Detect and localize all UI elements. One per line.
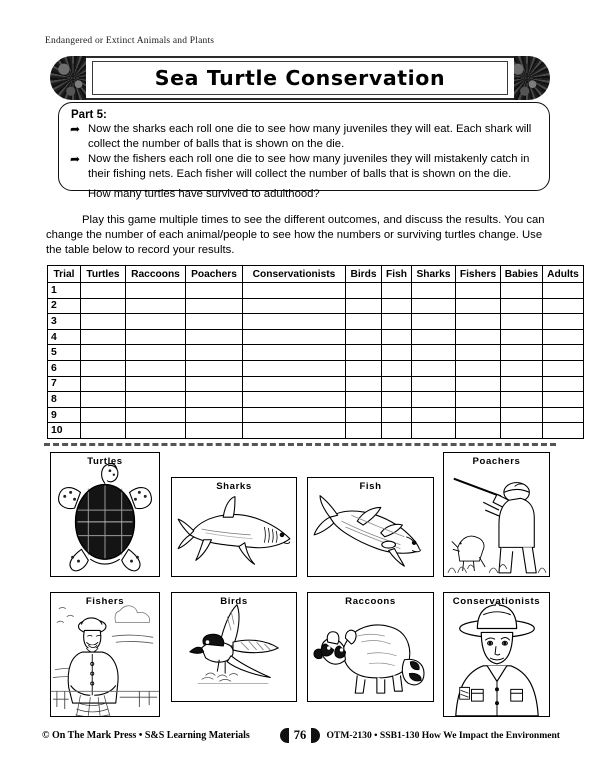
cell[interactable] xyxy=(412,314,456,330)
column-header-turtles: Turtles xyxy=(81,266,126,283)
cell[interactable] xyxy=(543,298,584,314)
table-row xyxy=(48,314,584,330)
cell[interactable] xyxy=(501,407,543,423)
cell[interactable] xyxy=(382,345,412,361)
cell[interactable] xyxy=(456,407,501,423)
cell[interactable] xyxy=(81,360,126,376)
table-row xyxy=(48,283,584,299)
cell[interactable] xyxy=(126,298,186,314)
cell[interactable] xyxy=(186,345,243,361)
cell[interactable] xyxy=(346,345,382,361)
panel-label-fishers: Fishers xyxy=(85,596,125,607)
section-divider xyxy=(44,443,556,446)
cell[interactable] xyxy=(186,298,243,314)
cell[interactable] xyxy=(81,423,126,439)
cell[interactable] xyxy=(382,314,412,330)
panel-fish xyxy=(307,477,434,577)
panel-poachers xyxy=(443,452,550,577)
column-header-trial: Trial xyxy=(48,266,81,283)
cell[interactable] xyxy=(501,360,543,376)
panel-sharks xyxy=(171,477,297,577)
cell[interactable] xyxy=(186,329,243,345)
cell[interactable] xyxy=(243,392,346,408)
panel-conservationists xyxy=(443,592,550,717)
cell[interactable] xyxy=(126,283,186,299)
cell[interactable] xyxy=(412,345,456,361)
cell[interactable] xyxy=(186,376,243,392)
cell[interactable] xyxy=(243,314,346,330)
banner-inner-frame xyxy=(92,61,508,95)
cell[interactable] xyxy=(412,423,456,439)
column-header-adults: Adults xyxy=(543,266,584,283)
cell[interactable] xyxy=(382,423,412,439)
cell[interactable] xyxy=(81,283,126,299)
table-row xyxy=(48,360,584,376)
table-body xyxy=(48,283,584,439)
cell[interactable] xyxy=(501,283,543,299)
cell[interactable] xyxy=(126,376,186,392)
panel-label-poachers: Poachers xyxy=(472,456,521,467)
cell[interactable] xyxy=(81,314,126,330)
cell[interactable] xyxy=(456,283,501,299)
table-row xyxy=(48,345,584,361)
cell[interactable] xyxy=(81,392,126,408)
column-header-babies: Babies xyxy=(501,266,543,283)
trial-number: 3 xyxy=(48,314,81,330)
cell[interactable] xyxy=(501,314,543,330)
panel-label-fish: Fish xyxy=(359,481,382,492)
shark-illustration-icon xyxy=(172,478,296,576)
cell[interactable] xyxy=(346,314,382,330)
circular-arrow-bullet-icon: ➦ xyxy=(69,152,81,166)
cell[interactable] xyxy=(126,314,186,330)
cell[interactable] xyxy=(346,423,382,439)
trial-number: 7 xyxy=(48,376,81,392)
cell[interactable] xyxy=(456,360,501,376)
cell[interactable] xyxy=(501,376,543,392)
table-row xyxy=(48,407,584,423)
cell[interactable] xyxy=(382,392,412,408)
part-bullet-list xyxy=(69,122,539,181)
page-number: 76 xyxy=(293,728,307,742)
cell[interactable] xyxy=(501,345,543,361)
cell[interactable] xyxy=(501,329,543,345)
list-item xyxy=(69,152,539,181)
column-header-raccoons: Raccoons xyxy=(126,266,186,283)
cell[interactable] xyxy=(412,392,456,408)
cell[interactable] xyxy=(456,314,501,330)
panel-label-raccoons: Raccoons xyxy=(345,596,396,607)
table-row xyxy=(48,298,584,314)
table-header-row xyxy=(48,266,584,283)
trial-number: 1 xyxy=(48,283,81,299)
cell[interactable] xyxy=(412,329,456,345)
page-title: Sea Turtle Conservation xyxy=(154,66,446,90)
cell[interactable] xyxy=(243,423,346,439)
cell[interactable] xyxy=(412,360,456,376)
panel-label-birds: Birds xyxy=(220,596,248,607)
cell[interactable] xyxy=(186,392,243,408)
trial-number: 4 xyxy=(48,329,81,345)
cell[interactable] xyxy=(346,298,382,314)
column-header-fish: Fish xyxy=(382,266,412,283)
bullet-text: Now the sharks each roll one die to see how many juveniles they will eat. Each shark will collect the number of balls that is shown on the die. xyxy=(88,123,532,150)
footer-copyright: © On The Mark Press • S&S Learning Materials xyxy=(42,730,250,741)
panel-birds xyxy=(171,592,297,702)
panel-label-sharks: Sharks xyxy=(216,481,252,492)
cell[interactable] xyxy=(186,283,243,299)
cell[interactable] xyxy=(543,329,584,345)
cell[interactable] xyxy=(412,298,456,314)
cell[interactable] xyxy=(412,283,456,299)
cell[interactable] xyxy=(543,423,584,439)
cell[interactable] xyxy=(126,345,186,361)
page-footer xyxy=(0,730,600,750)
cell[interactable] xyxy=(346,407,382,423)
cell[interactable] xyxy=(81,407,126,423)
column-header-poachers: Poachers xyxy=(186,266,243,283)
trial-number: 5 xyxy=(48,345,81,361)
cell[interactable] xyxy=(543,314,584,330)
instructions-paragraph: Play this game multiple times to see the different outcomes, and discuss the results. You can change the number of each animal/people to see how the numbers or surviving turtles change. Use the table below to record your results. xyxy=(46,214,545,257)
footer-product-code: OTM-2130 • SSB1-130 How We Impact the Environment xyxy=(326,730,560,741)
column-header-birds: Birds xyxy=(346,266,382,283)
table-row xyxy=(48,392,584,408)
park-ranger-illustration-icon xyxy=(444,593,549,716)
panel-fishers xyxy=(50,592,160,717)
cell[interactable] xyxy=(412,407,456,423)
column-header-sharks: Sharks xyxy=(412,266,456,283)
fisher-with-net-illustration-icon xyxy=(51,593,159,716)
column-header-fishers: Fishers xyxy=(456,266,501,283)
cell[interactable] xyxy=(382,329,412,345)
cell[interactable] xyxy=(243,283,346,299)
cell[interactable] xyxy=(382,376,412,392)
trial-number: 2 xyxy=(48,298,81,314)
part-label: Part 5: xyxy=(71,109,107,121)
cell[interactable] xyxy=(126,392,186,408)
cell[interactable] xyxy=(346,329,382,345)
cell[interactable] xyxy=(243,360,346,376)
cell[interactable] xyxy=(412,376,456,392)
cell[interactable] xyxy=(243,345,346,361)
cell[interactable] xyxy=(126,360,186,376)
cell[interactable] xyxy=(382,283,412,299)
cell[interactable] xyxy=(543,360,584,376)
cell[interactable] xyxy=(186,407,243,423)
panel-raccoons xyxy=(307,592,434,702)
page-marker-right-icon xyxy=(311,728,320,743)
seabird-illustration-icon xyxy=(172,593,296,701)
cell[interactable] xyxy=(81,345,126,361)
trial-number: 8 xyxy=(48,392,81,408)
running-head: Endangered or Extinct Animals and Plants xyxy=(45,36,215,46)
cell[interactable] xyxy=(456,329,501,345)
cell[interactable] xyxy=(543,283,584,299)
cell[interactable] xyxy=(126,407,186,423)
cell[interactable] xyxy=(456,298,501,314)
cell[interactable] xyxy=(126,329,186,345)
cell[interactable] xyxy=(346,392,382,408)
cell[interactable] xyxy=(501,392,543,408)
trial-number: 10 xyxy=(48,423,81,439)
fish-illustration-icon xyxy=(308,478,433,576)
panel-turtles xyxy=(50,452,160,577)
column-header-conservationists: Conservationists xyxy=(243,266,346,283)
list-item xyxy=(69,122,539,151)
poacher-with-rifle-illustration-icon xyxy=(444,453,549,576)
sea-turtle-illustration-icon xyxy=(51,453,159,576)
cell[interactable] xyxy=(382,407,412,423)
panel-label-turtles: Turtles xyxy=(87,456,123,467)
cell[interactable] xyxy=(543,407,584,423)
results-table xyxy=(47,265,584,439)
cell[interactable] xyxy=(186,360,243,376)
cell[interactable] xyxy=(501,298,543,314)
cell[interactable] xyxy=(243,376,346,392)
cell[interactable] xyxy=(243,298,346,314)
trial-number: 9 xyxy=(48,407,81,423)
cell[interactable] xyxy=(243,407,346,423)
cell[interactable] xyxy=(346,376,382,392)
cell[interactable] xyxy=(543,345,584,361)
bullet-text: Now the fishers each roll one die to see how many juveniles they will mistakenly catch in their fishing nets. Each fisher will collect the number of balls that is shown on the die. xyxy=(88,153,530,180)
cell[interactable] xyxy=(346,283,382,299)
table-row xyxy=(48,423,584,439)
cell[interactable] xyxy=(81,376,126,392)
cell[interactable] xyxy=(186,314,243,330)
cell[interactable] xyxy=(81,329,126,345)
cell[interactable] xyxy=(543,392,584,408)
cell[interactable] xyxy=(346,360,382,376)
cell[interactable] xyxy=(243,329,346,345)
raccoon-illustration-icon xyxy=(308,593,433,701)
circular-arrow-bullet-icon: ➦ xyxy=(69,122,81,136)
table-row xyxy=(48,376,584,392)
cell[interactable] xyxy=(456,423,501,439)
cell[interactable] xyxy=(382,298,412,314)
cell[interactable] xyxy=(501,423,543,439)
cell[interactable] xyxy=(81,298,126,314)
cell[interactable] xyxy=(186,423,243,439)
table-row xyxy=(48,329,584,345)
trial-number: 6 xyxy=(48,360,81,376)
cell[interactable] xyxy=(382,360,412,376)
panel-label-conservationists: Conservationists xyxy=(452,596,541,607)
question-line: How many turtles have survived to adulthood? xyxy=(88,188,320,200)
title-banner xyxy=(50,56,550,100)
page-marker-left-icon xyxy=(280,728,289,743)
cell[interactable] xyxy=(456,376,501,392)
cell[interactable] xyxy=(456,345,501,361)
cell[interactable] xyxy=(456,392,501,408)
cell[interactable] xyxy=(126,423,186,439)
part-5-box xyxy=(58,102,550,191)
cell[interactable] xyxy=(543,376,584,392)
